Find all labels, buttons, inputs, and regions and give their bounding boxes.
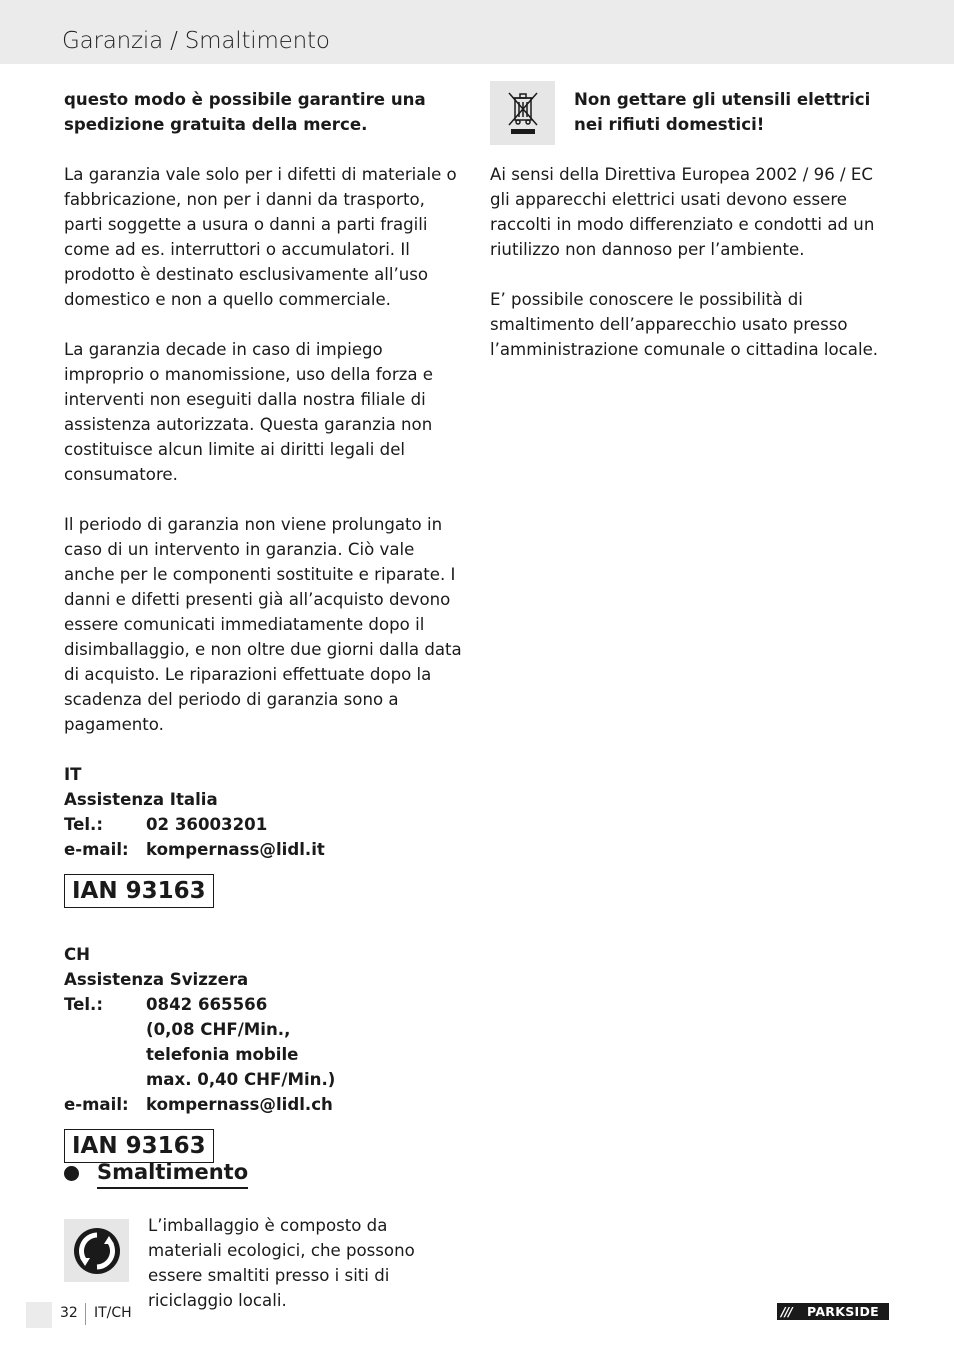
footer-page-box <box>26 1302 52 1328</box>
email-label: e-mail: <box>64 840 129 859</box>
weee-paragraph-1: Ai sensi della Direttiva Europea 2002 / 96 / EC gli apparecchi elettrici usati devono essere raccolti in modo differenziato e condotti ad un riutilizzo non dannoso per l’ambiente. <box>490 165 875 259</box>
contact-country-it: IT <box>64 765 82 784</box>
tel-note-2: telefonia mobile <box>146 1045 299 1064</box>
page-number: 32 <box>60 1305 78 1321</box>
intro-bold-text: questo modo è possibile garantire una spedizione gratuita della merce. <box>64 90 426 134</box>
page-title: Garanzia / Smaltimento <box>62 28 330 54</box>
contact-email-row-ch <box>64 1092 464 1117</box>
weee-heading: Non gettare gli utensili elettrici nei rifiuti domestici! <box>574 90 871 134</box>
tel-value: 02 36003201 <box>146 815 268 834</box>
contact-service-ch: Assistenza Svizzera <box>64 970 249 989</box>
tel-note-row-1 <box>64 1017 464 1042</box>
email-value: kompernass@lidl.ch <box>146 1095 333 1114</box>
tel-label: Tel.: <box>64 995 103 1014</box>
logo-slashes-icon: /// <box>781 1304 792 1319</box>
tel-note-row-3 <box>64 1067 464 1092</box>
tel-note-1: (0,08 CHF/Min., <box>146 1020 291 1039</box>
parkside-logo <box>777 1303 889 1320</box>
ian-box-ch: IAN 93163 <box>64 1129 214 1163</box>
email-value: kompernass@lidl.it <box>146 840 325 859</box>
contact-service-it: Assistenza Italia <box>64 790 218 809</box>
warranty-paragraph-2: La garanzia decade in caso di impiego improprio o manomissione, uso della forza e interventi non eseguiti dalla nostra filiale di assistenza autorizzata. Questa garanzia non costituisce alcun limite ai diritti legali del consumatore. <box>64 340 434 484</box>
footer-divider <box>85 1303 86 1325</box>
warranty-paragraph-3: Il periodo di garanzia non viene prolungato in caso di un intervento in garanzia. Ciò vale anche per le componenti sostituite e riparate. I danni e difetti presenti già all’acquisto devono essere comunicati immediatamente dopo il disimballaggio, e non oltre due giorni dalla data di acquisto. Le riparazioni effettuate dopo la scadenza del periodo di garanzia sono a pagamento. <box>64 515 462 734</box>
contact-country-ch: CH <box>64 945 91 964</box>
crossed-bin-icon <box>490 81 555 145</box>
contact-email-row-it <box>64 837 464 862</box>
tel-value: 0842 665566 <box>146 995 268 1014</box>
recycling-icon <box>64 1219 129 1282</box>
disposal-title: Smaltimento <box>97 1158 248 1189</box>
bullet-icon <box>64 1166 79 1181</box>
weee-paragraph-2: E’ possibile conoscere le possibilità di smaltimento dell’apparecchio usato presso l’amministrazione comunale o cittadina locale. <box>490 290 879 359</box>
contact-italy <box>64 762 464 908</box>
email-label: e-mail: <box>64 1095 129 1114</box>
tel-note-3: max. 0,40 CHF/Min.) <box>146 1070 336 1089</box>
packaging-text: L’imballaggio è composto da materiali ecologici, che possono essere smaltiti presso i siti di riciclaggio locali. <box>148 1216 415 1310</box>
spacer <box>64 1017 146 1042</box>
contact-switzerland <box>64 942 464 1163</box>
ian-box-it: IAN 93163 <box>64 874 214 908</box>
left-column <box>64 87 464 1163</box>
contact-tel-row-ch <box>64 992 464 1017</box>
spacer <box>64 1042 146 1067</box>
warranty-paragraph-1: La garanzia vale solo per i difetti di materiale o fabbricazione, non per i danni da trasporto, parti soggette a usura o danni a parti fragili come ad es. interruttori o accumulatori. Il prodotto è destinato esclusivamente all’uso domestico e non a quello commerciale. <box>64 165 457 309</box>
tel-label: Tel.: <box>64 815 103 834</box>
logo-text: PARKSIDE <box>807 1304 879 1319</box>
spacer <box>64 1067 146 1092</box>
right-column-body <box>490 162 890 387</box>
tel-note-row-2 <box>64 1042 464 1067</box>
page-header <box>0 0 954 64</box>
contact-tel-row-it <box>64 812 464 837</box>
footer-country: IT/CH <box>94 1305 132 1321</box>
disposal-section-heading <box>64 1158 248 1189</box>
